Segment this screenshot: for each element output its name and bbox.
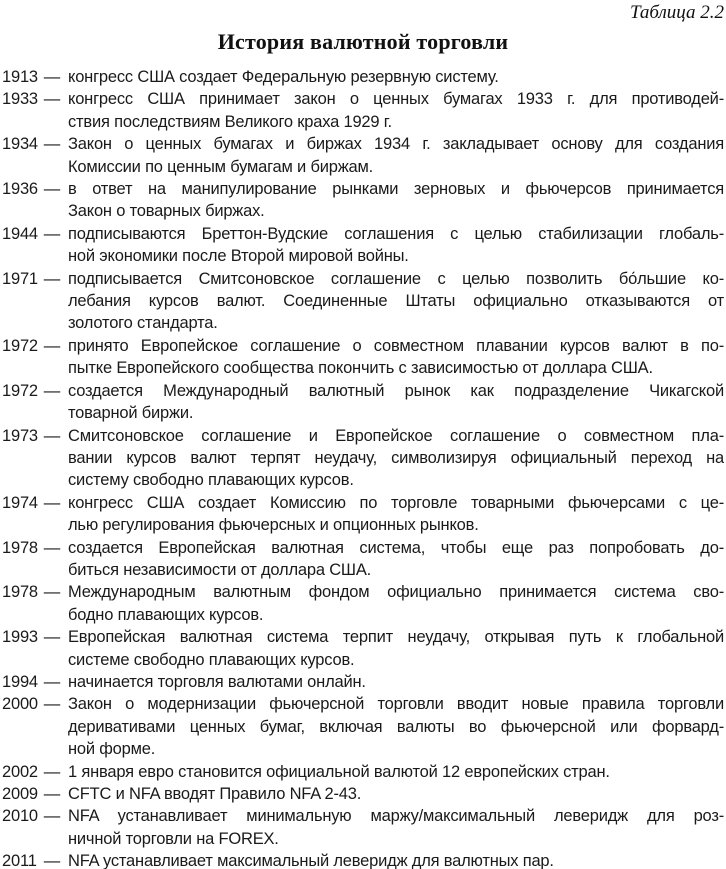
timeline-entry xyxy=(2,805,724,850)
timeline xyxy=(2,66,724,869)
entry-year-column xyxy=(2,492,60,514)
entry-year-column xyxy=(2,66,60,88)
entry-line: биться независимости от доллара США. xyxy=(68,560,372,579)
entry-dash: — xyxy=(43,90,60,109)
entry-text xyxy=(68,850,724,869)
entry-dash: — xyxy=(43,538,60,557)
entry-line: в ответ на манипулирование рынками зерновых и фьючерсов принимается xyxy=(68,180,724,199)
entry-line: создается Международный валютный рынок как подразделение Чикагской xyxy=(68,381,724,400)
entry-line: Европейская валютная система терпит неудачу, открывая путь к глобальной xyxy=(68,628,724,647)
timeline-entry xyxy=(2,380,724,425)
entry-year: 1994 xyxy=(2,672,38,691)
entry-year-column xyxy=(2,380,60,402)
entry-text xyxy=(68,88,724,133)
entry-year-column xyxy=(2,626,60,648)
timeline-entry xyxy=(2,66,724,88)
entry-year: 1972 xyxy=(2,336,38,355)
entry-dash: — xyxy=(43,695,60,714)
entry-year-column xyxy=(2,88,60,110)
timeline-entry xyxy=(2,693,724,760)
timeline-entry xyxy=(2,761,724,783)
entry-line: CFTC и NFA вводят Правило NFA 2-43. xyxy=(68,785,362,803)
entry-year: 1944 xyxy=(2,224,38,243)
entry-text xyxy=(68,133,724,178)
entry-dash: — xyxy=(43,628,60,647)
entry-year-column xyxy=(2,537,60,559)
entry-year-column xyxy=(2,671,60,693)
entry-dash: — xyxy=(43,224,60,243)
entry-year-column xyxy=(2,133,60,155)
entry-year: 2009 xyxy=(2,785,38,803)
entry-dash: — xyxy=(43,583,60,602)
entry-text xyxy=(68,380,724,425)
entry-year-column xyxy=(2,850,60,869)
entry-year-column xyxy=(2,425,60,447)
entry-dash: — xyxy=(43,852,60,869)
entry-text xyxy=(68,335,724,380)
entry-dash: — xyxy=(43,269,60,288)
entry-line: Закон о товарных биржах. xyxy=(68,202,265,221)
entry-year: 2002 xyxy=(2,762,38,781)
entry-line: Закон о ценных бумагах и биржах 1934 г. закладывает основу для создания xyxy=(68,135,724,154)
entry-line: 1 января евро становится официальной валютой 12 европейских стран. xyxy=(68,762,610,781)
timeline-entry xyxy=(2,783,724,805)
entry-line: начинается торговля валютами онлайн. xyxy=(68,672,366,691)
entry-text xyxy=(68,693,724,760)
entry-dash: — xyxy=(43,336,60,355)
entry-line: системе свободно плавающих курсов. xyxy=(68,650,355,669)
entry-line: Международным валютным фондом официально принимается система сво- xyxy=(68,583,724,602)
timeline-entry xyxy=(2,133,724,178)
entry-year: 2000 xyxy=(2,695,38,714)
timeline-entry xyxy=(2,223,724,268)
entry-year: 1978 xyxy=(2,583,38,602)
page-title: История валютной торговли xyxy=(217,29,509,54)
timeline-entry xyxy=(2,581,724,626)
entry-year: 1913 xyxy=(2,68,38,86)
entry-line: конгресс США создает Федеральную резервную систему. xyxy=(68,68,499,86)
entry-dash: — xyxy=(43,381,60,400)
entry-line: NFA устанавливает минимальную маржу/максимальный леверидж для роз- xyxy=(68,807,724,826)
entry-line: ничной торговли на FOREX. xyxy=(68,829,279,848)
entry-year-column xyxy=(2,335,60,357)
entry-text xyxy=(68,537,724,582)
timeline-entry xyxy=(2,88,724,133)
entry-text xyxy=(68,223,724,268)
entry-line: золотого стандарта. xyxy=(68,314,218,333)
entry-text xyxy=(68,425,724,492)
entry-line: Смитсоновское соглашение и Европейское соглашение о совместном пла- xyxy=(68,426,724,445)
entry-line: бодно плавающих курсов. xyxy=(68,605,264,624)
entry-line: подписываются Бреттон-Вудские соглашения с целью стабилизации глобаль- xyxy=(68,224,724,243)
entry-line: создается Европейская валютная система, чтобы еще раз попробовать до- xyxy=(68,538,724,557)
entry-year: 1972 xyxy=(2,381,38,400)
table-label: Таблица 2.2 xyxy=(630,2,724,23)
entry-dash: — xyxy=(43,135,60,154)
entry-year-column xyxy=(2,805,60,827)
timeline-entry xyxy=(2,425,724,492)
entry-dash: — xyxy=(43,68,60,86)
entry-line: вании курсов валют терпят неудачу, символизируя официальный переход на xyxy=(68,448,724,467)
entry-line: систему свободно плавающих курсов. xyxy=(68,471,354,490)
entry-line: ной форме. xyxy=(68,740,156,759)
entry-line: подписывается Смитсоновское соглашение с целью позволить бо́льшие ко- xyxy=(68,269,724,288)
entry-text xyxy=(68,178,724,223)
timeline-entry xyxy=(2,671,724,693)
entry-year: 1933 xyxy=(2,90,38,109)
timeline-entry xyxy=(2,626,724,671)
entry-year: 1993 xyxy=(2,628,38,647)
entry-dash: — xyxy=(43,426,60,445)
entry-text xyxy=(68,581,724,626)
entry-year: 1973 xyxy=(2,426,38,445)
entry-year-column xyxy=(2,761,60,783)
entry-year: 2011 xyxy=(2,852,37,869)
entry-year: 1971 xyxy=(2,269,38,288)
entry-dash: — xyxy=(43,807,60,826)
entry-year-column xyxy=(2,581,60,603)
entry-dash: — xyxy=(43,785,60,803)
entry-dash: — xyxy=(43,672,60,691)
entry-line: товарной биржи. xyxy=(68,404,194,423)
timeline-entry xyxy=(2,335,724,380)
entry-year-column xyxy=(2,268,60,290)
entry-line: деривативами ценных бумаг, включая валюты во фьючерсной или форвард- xyxy=(68,717,724,736)
entry-line: NFA устанавливает максимальный леверидж для валютных пар. xyxy=(68,852,554,869)
entry-line: Закон о модернизации фьючерсной торговли вводит новые правила торговли xyxy=(68,695,724,714)
entry-line: ной экономики после Второй мировой войны. xyxy=(68,247,409,266)
entry-year: 2010 xyxy=(2,807,38,826)
entry-text xyxy=(68,805,724,850)
entry-dash: — xyxy=(43,762,60,781)
timeline-entry xyxy=(2,268,724,335)
entry-text xyxy=(68,492,724,537)
entry-year: 1978 xyxy=(2,538,38,557)
entry-year-column xyxy=(2,693,60,715)
entry-year-column xyxy=(2,223,60,245)
entry-year-column xyxy=(2,783,60,805)
timeline-entry xyxy=(2,537,724,582)
timeline-entry xyxy=(2,850,724,869)
entry-text xyxy=(68,626,724,671)
entry-dash: — xyxy=(43,493,60,512)
entry-line: конгресс США создает Комиссию по торговле товарными фьючерсами с це- xyxy=(68,493,724,512)
entry-text xyxy=(68,761,724,783)
entry-year: 1934 xyxy=(2,135,38,154)
entry-year: 1974 xyxy=(2,493,38,512)
timeline-entry xyxy=(2,178,724,223)
entry-year-column xyxy=(2,178,60,200)
entry-text xyxy=(68,783,724,805)
entry-line: ствия последствиям Великого краха 1929 г. xyxy=(68,112,392,131)
entry-year: 1936 xyxy=(2,180,38,199)
entry-text xyxy=(68,671,724,693)
entry-line: лью регулирования фьючерсных и опционных рынков. xyxy=(68,516,479,535)
entry-line: Комиссии по ценным бумагам и биржам. xyxy=(68,157,374,176)
entry-text xyxy=(68,66,724,88)
entry-text xyxy=(68,268,724,335)
entry-dash: — xyxy=(43,180,60,199)
timeline-entry xyxy=(2,492,724,537)
entry-line: принято Европейское соглашение о совместном плавании курсов валют в по- xyxy=(68,336,724,355)
entry-line: конгресс США принимает закон о ценных бумагах 1933 г. для противодей- xyxy=(68,90,724,109)
entry-line: пытке Европейского сообщества покончить с зависимостью от доллара США. xyxy=(68,359,653,378)
entry-line: лебания курсов валют. Соединенные Штаты официально отказываются от xyxy=(68,292,724,311)
